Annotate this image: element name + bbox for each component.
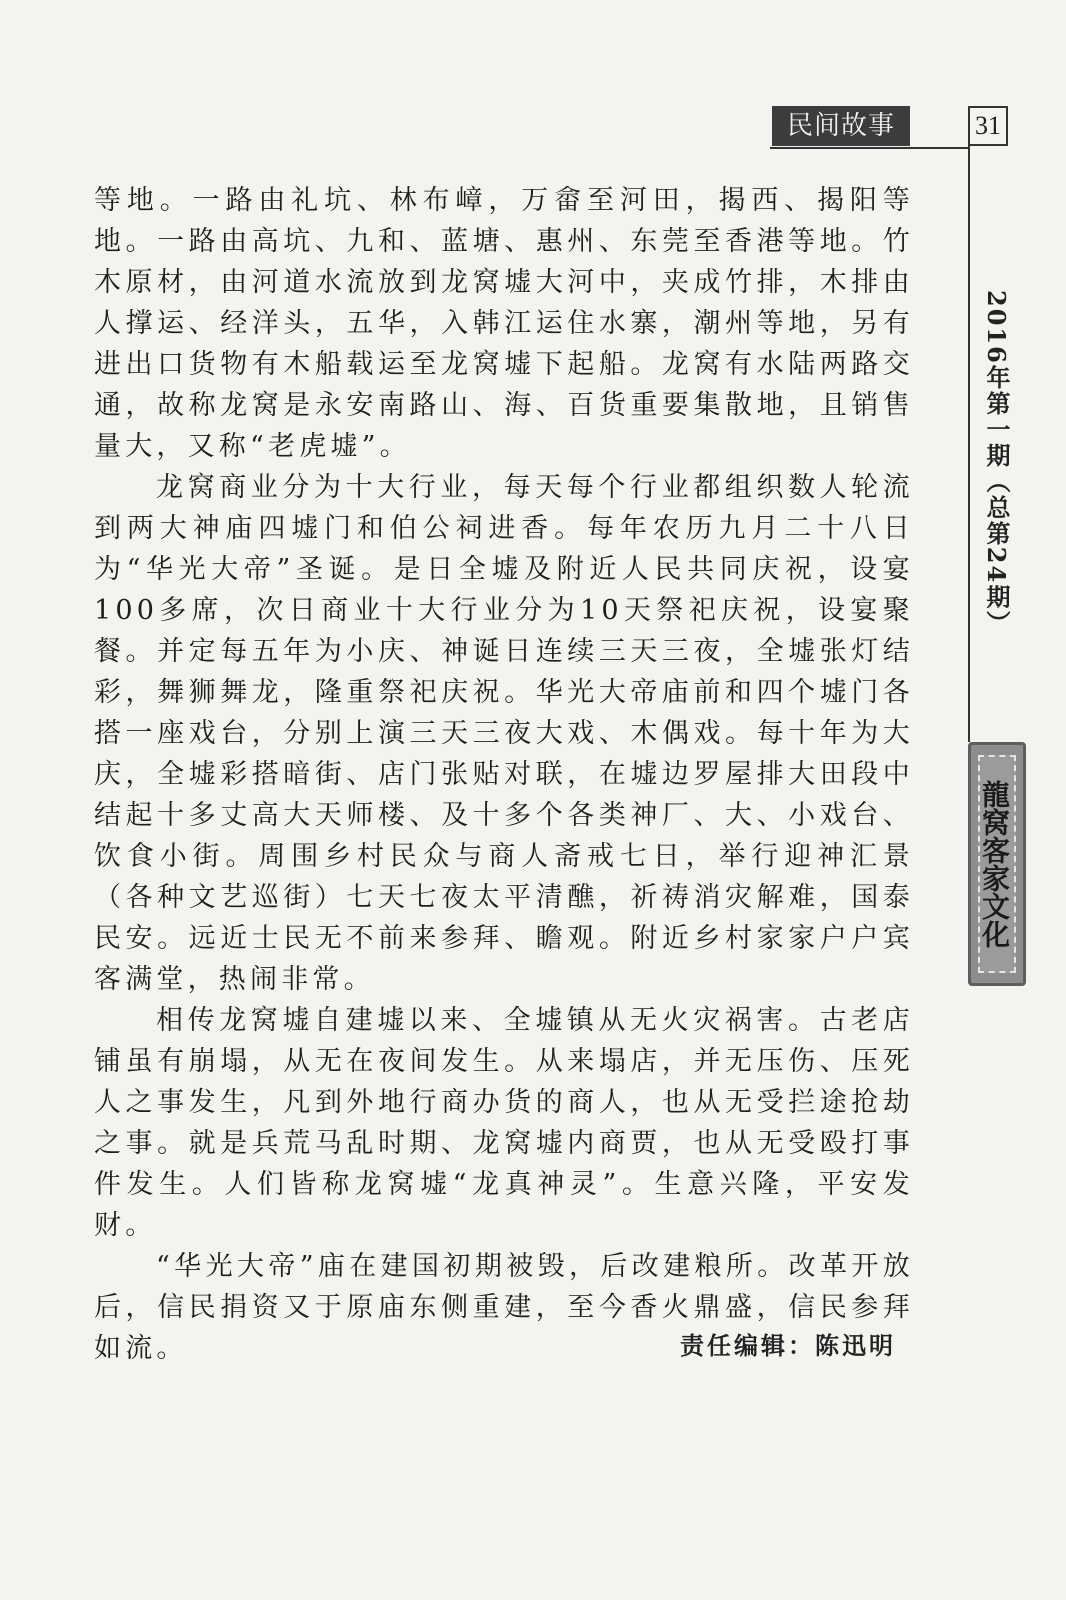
editor-credit: 责任编辑：陈迅明	[680, 1332, 896, 1360]
paragraph-3: 相传龙窝墟自建墟以来、全墟镇从无火灾祸害。古老店铺虽有崩塌，从无在夜间发生。从来塌店，并无压伤、压死人之事发生，凡到外地行商办货的商人，也从无受拦途抢劫之事。就是兵荒马乱时期、龙窝墟内商贾，也从无受殴打事件发生。人们皆称龙窝墟“龙真神灵”。生意兴隆，平安发财。	[94, 1005, 914, 1241]
issue-info: 2016年第一期（总第24期）	[982, 290, 1011, 637]
page-number: 31	[968, 106, 1008, 146]
section-title-tab: 民间故事	[772, 106, 910, 146]
journal-seal-emblem	[968, 742, 1026, 986]
header-rule	[770, 147, 970, 149]
article-body	[94, 180, 914, 1369]
journal-seal-text: 龍窝客家文化	[978, 755, 1016, 973]
paragraph-2: 龙窝商业分为十大行业，每天每个行业都组织数人轮流到两大神庙四墟门和伯公祠进香。每年农历九月二十八日为“华光大帝”圣诞。是日全墟及附近人民共同庆祝，设宴100多席，次日商业十大行业分为10天祭祀庆祝，设宴聚餐。并定每五年为小庆、神诞日连续三天三夜，全墟张灯结彩，舞狮舞龙，隆重祭祀庆祝。华光大帝庙前和四个墟门各搭一座戏台，分别上演三天三夜大戏、木偶戏。每十年为大庆，全墟彩搭暗街、店门张贴对联，在墟边罗屋排大田段中结起十多丈高大天师楼、及十多个各类神厂、大、小戏台、饮食小街。周围乡村民众与商人斋戒七日，举行迎神汇景（各种文艺巡街）七天七夜太平清醮，祈祷消灾解难，国泰民安。远近士民无不前来参拜、瞻观。附近乡村家家户户宾客满堂，热闹非常。	[94, 472, 914, 995]
paragraph-4: “华光大帝”庙在建国初期被毁，后改建粮所。改革开放后，信民捐资又于原庙东侧重建，至今香火鼎盛，信民参拜如流。	[94, 1251, 914, 1364]
paragraph-1: 等地。一路由礼坑、林布嶂，万畲至河田，揭西、揭阳等地。一路由高坑、九和、蓝塘、惠州、东莞至香港等地。竹木原材，由河道水流放到龙窝墟大河中，夹成竹排，木排由人撑运、经洋头，五华，入韩江运住水寨，潮州等地，另有进出口货物有木船载运至龙窝墟下起船。龙窝有水陆两路交通，故称龙窝是永安南路山、海、百货重要集散地，且销售量大，又称“老虎墟”。	[94, 185, 914, 462]
